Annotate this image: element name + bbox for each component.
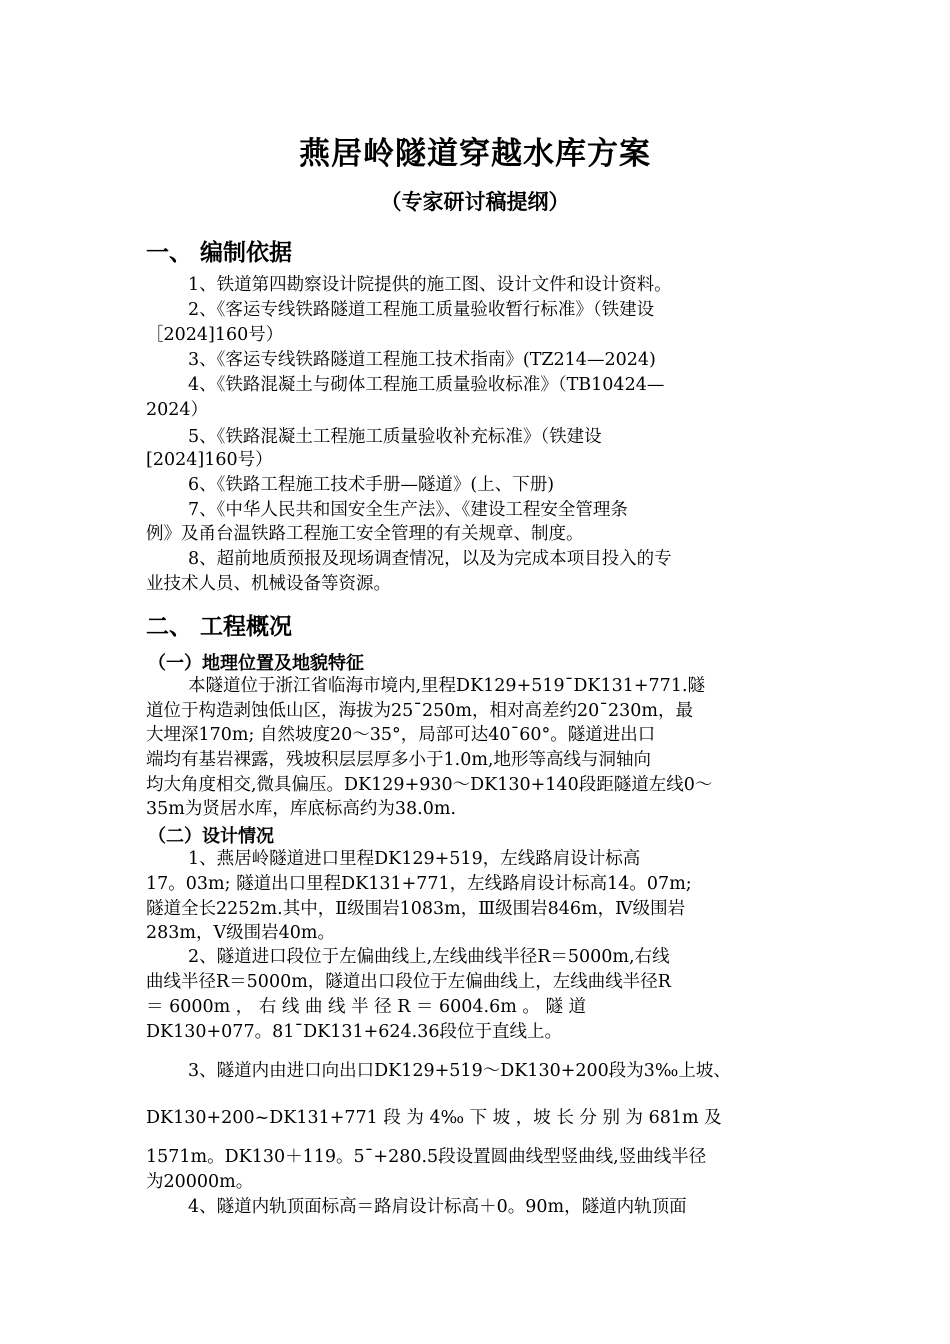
design-line: 为20000m。	[146, 1172, 254, 1192]
subsection-heading-location: （一）地理位置及地貌特征	[148, 653, 364, 674]
basis-line: 5、《铁路混凝土工程施工质量验收补充标准》（铁建设	[188, 427, 602, 447]
basis-line: 4、《铁路混凝土与砌体工程施工质量验收标准》（TB10424—	[188, 375, 665, 395]
location-line: 本隧道位于浙江省临海市境内,里程DK129+519¯DK131+771.隧	[188, 676, 706, 696]
basis-line: 7、《中华人民共和国安全生产法》、《建设工程安全管理条	[188, 500, 628, 520]
design-line: 4、隧道内轨顶面标高＝路肩设计标高＋0。90m，隧道内轨顶面	[188, 1197, 687, 1217]
location-line: 端均有基岩裸露，残坡积层层厚多小于1.0m,地形等高线与洞轴向	[146, 750, 651, 770]
basis-line: 1、铁道第四勘察设计院提供的施工图、设计文件和设计资料。	[188, 275, 672, 295]
design-line: DK130+200~DK131+771 段 为 4‰ 下 坡 ，坡 长 分 别 为 681m 及	[146, 1108, 722, 1128]
design-line: 17。03m; 隧道出口里程DK131+771，左线路肩设计标高14。07m;	[146, 874, 692, 894]
design-line: 283m，Ⅴ级围岩40m。	[146, 923, 335, 943]
location-line: 大埋深170m; 自然坡度20～35°，局部可达40¯60°。隧道进出口	[146, 725, 656, 745]
location-line: 35m为贤居水库，库底标高约为38.0m.	[146, 799, 456, 819]
section-heading-basis: 一、 编制依据	[146, 240, 293, 266]
basis-line: 6、《铁路工程施工技术手册—隧道》(上、下册)	[188, 475, 555, 495]
basis-line: 2、《客运专线铁路隧道工程施工质量验收暂行标准》（铁建设	[188, 300, 655, 320]
location-line: 道位于构造剥蚀低山区，海拔为25¯250m，相对高差约20¯230m，最	[146, 701, 694, 721]
design-line: 1571m。DK130＋119。5¯+280.5段设置圆曲线型竖曲线,竖曲线半径	[146, 1147, 707, 1167]
design-line: 曲线半径R＝5000m，隧道出口段位于左偏曲线上，左线曲线半径R	[146, 972, 671, 992]
location-line: 均大角度相交,微具偏压。DK129+930～DK130+140段距隧道左线0～	[146, 775, 713, 795]
design-line: ＝ 6000m ， 右 线 曲 线 半 径 R ＝ 6004.6m 。 隧 道	[146, 997, 587, 1017]
document-title: 燕居岭隧道穿越水库方案	[299, 136, 651, 172]
section-heading-overview: 二、 工程概况	[146, 614, 293, 640]
basis-line: [2024]160号）	[146, 450, 273, 470]
subsection-heading-design: （二）设计情况	[148, 826, 274, 847]
design-line: DK130+077。81¯DK131+624.36段位于直线上。	[146, 1022, 562, 1042]
design-line: 2、隧道进口段位于左偏曲线上,左线曲线半径R＝5000m,右线	[188, 947, 670, 967]
basis-line: 8、超前地质预报及现场调查情况，以及为完成本项目投入的专	[188, 549, 672, 569]
document-subtitle: （专家研讨稿提纲）	[380, 190, 570, 214]
design-line: 1、燕居岭隧道进口里程DK129+519，左线路肩设计标高	[188, 849, 641, 869]
basis-line: ［2024]160号）	[146, 325, 284, 345]
design-line: 3、隧道内由进口向出口DK129+519～DK130+200段为3‰上坡、	[188, 1061, 731, 1081]
basis-line: 2024）	[146, 400, 209, 420]
basis-line: 3、《客运专线铁路隧道工程施工技术指南》(TZ214—2024)	[188, 350, 656, 370]
basis-line: 例》及甬台温铁路工程施工安全管理的有关规章、制度。	[146, 524, 584, 544]
basis-line: 业技术人员、机械设备等资源。	[146, 574, 391, 594]
design-line: 隧道全长2252m.其中，Ⅱ级围岩1083m，Ⅲ级围岩846m，Ⅳ级围岩	[146, 899, 686, 919]
